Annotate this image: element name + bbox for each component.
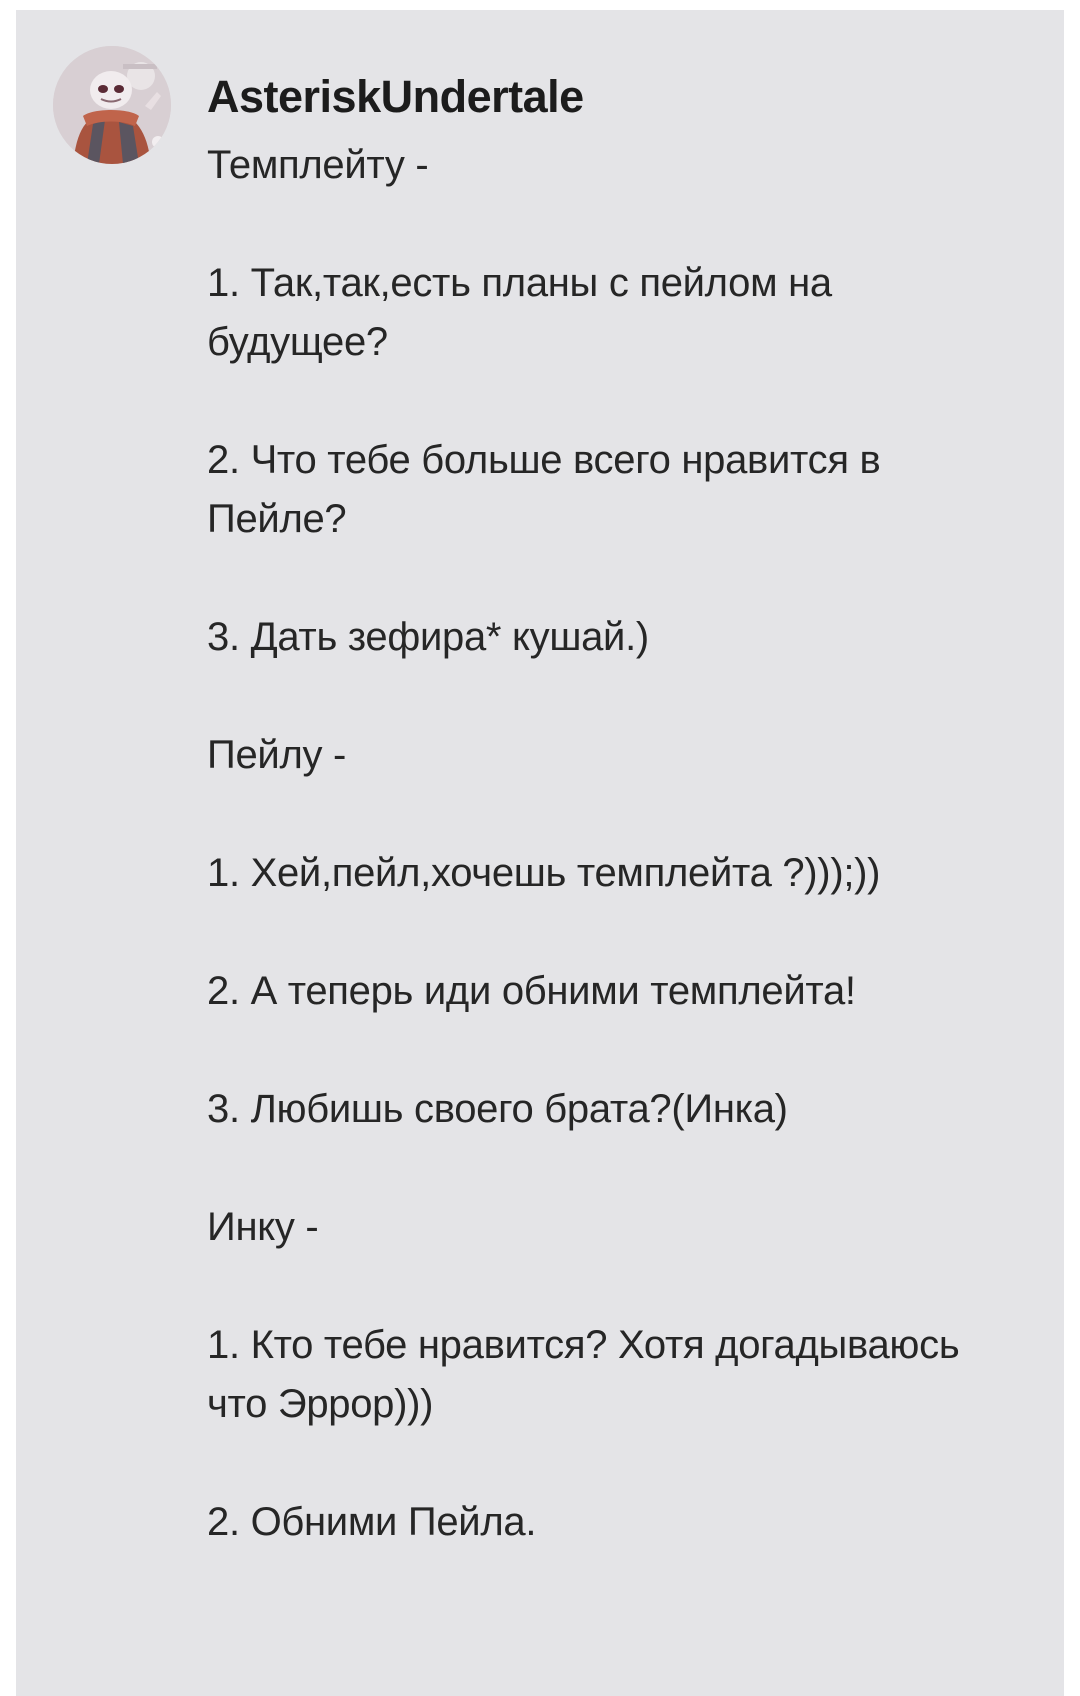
comment-line: 2. А теперь иди обними темплейта! — [207, 969, 856, 1013]
comment-line: 1. Так,так,есть планы с пейлом на — [207, 261, 832, 305]
comment-line: 2. Что тебе больше всего нравится в — [207, 438, 881, 482]
comment-card — [16, 10, 1064, 1696]
character-avatar-icon — [53, 46, 171, 164]
comment-line: 3. Дать зефира* кушай.) — [207, 615, 649, 659]
comment-line: Темплейту - — [207, 143, 429, 187]
comment-line: Пейле? — [207, 497, 347, 541]
comment-author[interactable]: AsteriskUndertale — [207, 71, 584, 122]
comment-line: Инку - — [207, 1205, 319, 1249]
comment-line: 1. Кто тебе нравится? Хотя догадываюсь — [207, 1323, 960, 1367]
comment-line: 1. Хей,пейл,хочешь темплейта ?)));)) — [207, 851, 881, 895]
comment-line: Пейлу - — [207, 733, 347, 777]
comment-line: 3. Любишь своего брата?(Инка) — [207, 1087, 788, 1131]
avatar[interactable] — [53, 46, 171, 164]
comment-line: будущее? — [207, 320, 388, 364]
comment-line: что Эррор))) — [207, 1382, 434, 1426]
comment-body — [207, 136, 1047, 1552]
comment-line: 2. Обними Пейла. — [207, 1500, 537, 1544]
